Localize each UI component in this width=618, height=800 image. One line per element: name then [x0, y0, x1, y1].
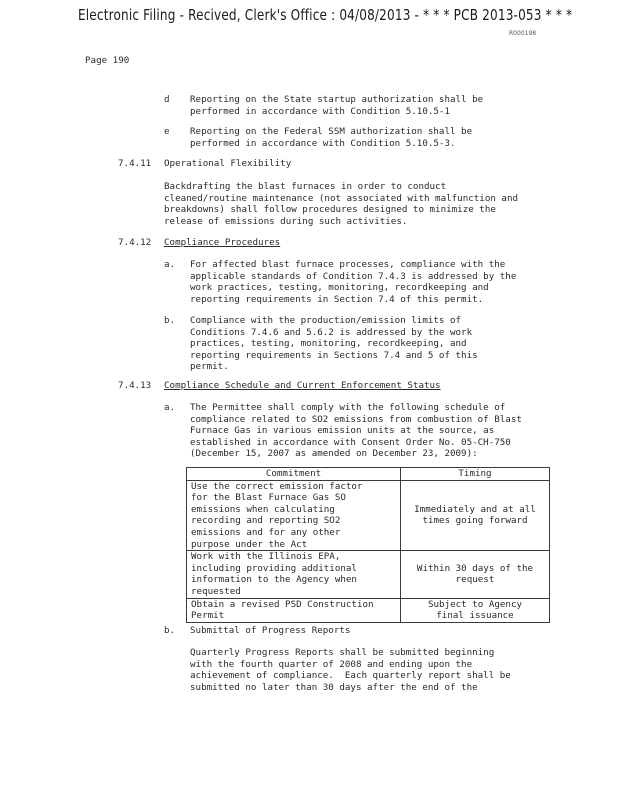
table-header-timing: Timing	[401, 468, 550, 481]
section-7-4-12-number: 7.4.12	[118, 237, 152, 248]
section-7-4-13-number: 7.4.13	[118, 380, 152, 391]
table-cell-commitment: Use the correct emission factor for the Blast Furnace Gas SO emissions when calculating recording and reporting SO2 emissions and for any other purpose under the Act	[187, 480, 401, 551]
item-d-letter: d	[164, 94, 170, 105]
page-number: Page 190	[85, 55, 130, 66]
table-cell-timing: Within 30 days of the request	[401, 551, 550, 598]
document-stamp: R000198	[509, 30, 537, 37]
section-7-4-12-title: Compliance Procedures	[164, 237, 281, 248]
table-cell-commitment: Work with the Illinois EPA, including providing additional information to the Agency when requested	[187, 551, 401, 598]
item-e-text: Reporting on the Federal SSM authorization shall be performed in accordance with Condition 5.10.5-3.	[190, 126, 473, 149]
section-7-4-13-a-letter: a.	[164, 402, 176, 413]
table-header-row	[187, 468, 550, 481]
item-d-text: Reporting on the State startup authorization shall be performed in accordance with Condition 5.10.5-1	[190, 94, 484, 117]
section-7-4-11-number: 7.4.11	[118, 158, 152, 169]
table-cell-timing: Subject to Agency final issuance	[401, 598, 550, 622]
section-7-4-13-a-text: The Permittee shall comply with the following schedule of compliance related to SO2 emissions from combustion of Blast Furnace Gas in various emission units at the source, as established in accordance with Consent Order No. 05-CH-750 (December 15, 2007 as amended on December 23, 2009):	[190, 402, 522, 460]
table-row	[187, 551, 550, 598]
table-row	[187, 598, 550, 622]
section-7-4-12-a-text: For affected blast furnace processes, compliance with the applicable standards of Condition 7.4.3 is addressed by the work practices, testing, monitoring, recordkeeping and reporting requirements in Section 7.4 of this permit.	[190, 259, 517, 305]
table-cell-timing: Immediately and at all times going forward	[401, 480, 550, 551]
section-7-4-11-body: Backdrafting the blast furnaces in order to conduct cleaned/routine maintenance (not associated with malfunction and breakdowns) shall follow procedures designed to minimize the release of emissions during such activities.	[164, 181, 519, 227]
table-header-commitment: Commitment	[187, 468, 401, 481]
section-7-4-13-b-letter: b.	[164, 625, 176, 636]
item-e-letter: e	[164, 126, 170, 137]
section-7-4-12-a-letter: a.	[164, 259, 176, 270]
section-7-4-12-b-letter: b.	[164, 315, 176, 326]
table-cell-commitment: Obtain a revised PSD Construction Permit	[187, 598, 401, 622]
section-7-4-13-b-title: Submittal of Progress Reports	[190, 625, 351, 636]
section-7-4-13-b-text: Quarterly Progress Reports shall be submitted beginning with the fourth quarter of 2008 and ending upon the achievement of compliance. Each quarterly report shall be submitted no later than 30 days after the end of the	[190, 647, 511, 693]
section-7-4-13-title: Compliance Schedule and Current Enforcement Status	[164, 380, 441, 391]
section-7-4-12-b-text: Compliance with the production/emission limits of Conditions 7.4.6 and 5.6.2 is addressed by the work practices, testing, monitoring, recordkeeping, and reporting requirements in Sections 7.4 and 5 of this permit.	[190, 315, 478, 373]
compliance-schedule-table	[186, 467, 550, 623]
electronic-filing-banner: Electronic Filing - Recived, Clerk's Office : 04/08/2013 - * * * PCB 2013-053 * * *	[78, 6, 573, 24]
table-row	[187, 480, 550, 551]
section-7-4-11-title: Operational Flexibility	[164, 158, 292, 169]
